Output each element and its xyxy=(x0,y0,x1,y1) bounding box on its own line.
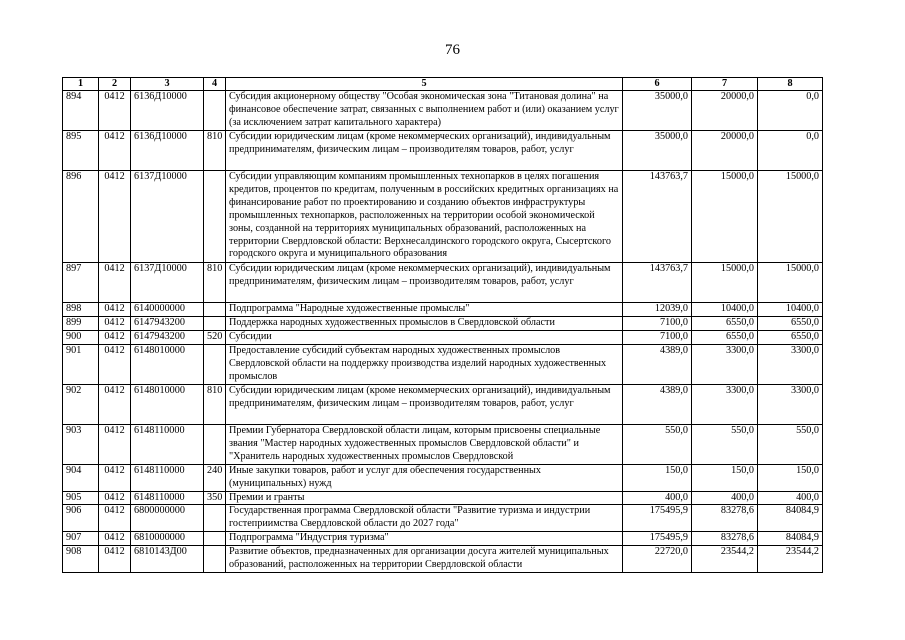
amount-col6: 400,0 xyxy=(623,491,692,505)
expense-type: 350 xyxy=(204,491,226,505)
row-number: 895 xyxy=(63,131,99,171)
row-number: 894 xyxy=(63,91,99,131)
item-name: Поддержка народных художественных промыслов в Свердловской области xyxy=(226,316,623,330)
target-code: 6148110000 xyxy=(131,491,204,505)
target-code: 6810143Д00 xyxy=(131,546,204,573)
row-number: 898 xyxy=(63,303,99,317)
item-name: Субсидии юридическим лицам (кроме некоммерческих организаций), индивидуальным предпринимателям, физическим лицам – производителям товаров, работ, услуг xyxy=(226,131,623,171)
section-code: 0412 xyxy=(99,344,131,384)
table-row xyxy=(63,316,823,330)
amount-col8: 3300,0 xyxy=(758,384,823,424)
expense-type xyxy=(204,505,226,532)
header-cell: 4 xyxy=(204,78,226,91)
amount-col8: 84084,9 xyxy=(758,505,823,532)
item-name: Премии и гранты xyxy=(226,491,623,505)
amount-col8: 150,0 xyxy=(758,464,823,491)
table-row xyxy=(63,532,823,546)
table-row xyxy=(63,344,823,384)
amount-col7: 150,0 xyxy=(692,464,758,491)
amount-col8: 0,0 xyxy=(758,91,823,131)
amount-col6: 12039,0 xyxy=(623,303,692,317)
expense-type xyxy=(204,532,226,546)
amount-col7: 6550,0 xyxy=(692,330,758,344)
row-number: 896 xyxy=(63,171,99,263)
table-row xyxy=(63,263,823,303)
row-number: 900 xyxy=(63,330,99,344)
section-code: 0412 xyxy=(99,532,131,546)
amount-col8: 10400,0 xyxy=(758,303,823,317)
expense-type: 810 xyxy=(204,131,226,171)
amount-col6: 35000,0 xyxy=(623,91,692,131)
header-cell: 1 xyxy=(63,78,99,91)
item-name: Государственная программа Свердловской области "Развитие туризма и индустрии гостеприимства Свердловской области до 2027 года" xyxy=(226,505,623,532)
target-code: 6137Д10000 xyxy=(131,263,204,303)
amount-col6: 4389,0 xyxy=(623,344,692,384)
item-name: Подпрограмма "Индустрия туризма" xyxy=(226,532,623,546)
target-code: 6800000000 xyxy=(131,505,204,532)
amount-col7: 20000,0 xyxy=(692,91,758,131)
item-name: Субсидии юридическим лицам (кроме некоммерческих организаций), индивидуальным предпринимателям, физическим лицам – производителям товаров, работ, услуг xyxy=(226,384,623,424)
header-cell: 3 xyxy=(131,78,204,91)
amount-col6: 7100,0 xyxy=(623,330,692,344)
table-row xyxy=(63,491,823,505)
table-row xyxy=(63,303,823,317)
amount-col6: 22720,0 xyxy=(623,546,692,573)
header-cell: 5 xyxy=(226,78,623,91)
header-cell: 2 xyxy=(99,78,131,91)
amount-col6: 143763,7 xyxy=(623,263,692,303)
header-cell: 8 xyxy=(758,78,823,91)
expense-type xyxy=(204,303,226,317)
target-code: 6147943200 xyxy=(131,316,204,330)
amount-col7: 400,0 xyxy=(692,491,758,505)
item-name: Подпрограмма "Народные художественные промыслы" xyxy=(226,303,623,317)
expense-type: 810 xyxy=(204,263,226,303)
row-number: 908 xyxy=(63,546,99,573)
table-row xyxy=(63,384,823,424)
amount-col7: 83278,6 xyxy=(692,505,758,532)
section-code: 0412 xyxy=(99,330,131,344)
header-cell: 6 xyxy=(623,78,692,91)
amount-col6: 143763,7 xyxy=(623,171,692,263)
amount-col6: 35000,0 xyxy=(623,131,692,171)
amount-col6: 7100,0 xyxy=(623,316,692,330)
header-cell: 7 xyxy=(692,78,758,91)
section-code: 0412 xyxy=(99,546,131,573)
amount-col8: 400,0 xyxy=(758,491,823,505)
section-code: 0412 xyxy=(99,131,131,171)
row-number: 902 xyxy=(63,384,99,424)
item-name: Субсидии управляющим компаниям промышленных технопарков в целях погашения кредитов, процентов по кредитам, полученным в российских кредитных организациях на финансирование работ по проектированию и созданию объектов инфраструктуры промышленных технопарков, расположенных на территории особой экономической зоны, созданной на территориях муниципальных образований, расположенных на территории Свердловской области: Верхнесалдинского городского округа, Сысертского городского округа и муниципального образования xyxy=(226,171,623,263)
target-code: 6810000000 xyxy=(131,532,204,546)
item-name: Субсидия акционерному обществу "Особая экономическая зона "Титановая долина" на финансовое обеспечение затрат, связанных с выполнением работ и (или) оказанием услуг (за исключением затрат капитального характера) xyxy=(226,91,623,131)
target-code: 6148010000 xyxy=(131,384,204,424)
expense-type xyxy=(204,316,226,330)
amount-col8: 6550,0 xyxy=(758,330,823,344)
item-name: Развитие объектов, предназначенных для организации досуга жителей муниципальных образований, расположенных на территории Свердловской области xyxy=(226,546,623,573)
table-row xyxy=(63,171,823,263)
target-code: 6148010000 xyxy=(131,344,204,384)
amount-col7: 20000,0 xyxy=(692,131,758,171)
row-number: 901 xyxy=(63,344,99,384)
section-code: 0412 xyxy=(99,316,131,330)
amount-col8: 23544,2 xyxy=(758,546,823,573)
expense-type xyxy=(204,344,226,384)
amount-col6: 175495,9 xyxy=(623,505,692,532)
section-code: 0412 xyxy=(99,464,131,491)
expense-type xyxy=(204,171,226,263)
expense-type xyxy=(204,91,226,131)
amount-col8: 6550,0 xyxy=(758,316,823,330)
section-code: 0412 xyxy=(99,424,131,464)
item-name: Иные закупки товаров, работ и услуг для обеспечения государственных (муниципальных) нужд xyxy=(226,464,623,491)
amount-col7: 15000,0 xyxy=(692,171,758,263)
amount-col7: 15000,0 xyxy=(692,263,758,303)
table-row xyxy=(63,505,823,532)
target-code: 6140000000 xyxy=(131,303,204,317)
section-code: 0412 xyxy=(99,91,131,131)
row-number: 899 xyxy=(63,316,99,330)
amount-col7: 3300,0 xyxy=(692,384,758,424)
row-number: 907 xyxy=(63,532,99,546)
amount-col7: 83278,6 xyxy=(692,532,758,546)
table-row xyxy=(63,131,823,171)
amount-col6: 175495,9 xyxy=(623,532,692,546)
expense-type: 810 xyxy=(204,384,226,424)
amount-col8: 3300,0 xyxy=(758,344,823,384)
amount-col8: 84084,9 xyxy=(758,532,823,546)
section-code: 0412 xyxy=(99,171,131,263)
expense-type: 520 xyxy=(204,330,226,344)
target-code: 6148110000 xyxy=(131,424,204,464)
table-row xyxy=(63,546,823,573)
expense-type xyxy=(204,424,226,464)
item-name: Субсидии юридическим лицам (кроме некоммерческих организаций), индивидуальным предпринимателям, физическим лицам – производителям товаров, работ, услуг xyxy=(226,263,623,303)
amount-col8: 0,0 xyxy=(758,131,823,171)
page-number: 76 xyxy=(445,42,460,58)
table-row xyxy=(63,424,823,464)
section-code: 0412 xyxy=(99,303,131,317)
table-row xyxy=(63,330,823,344)
item-name: Предоставление субсидий субъектам народных художественных промыслов Свердловской области на поддержку производства изделий народных художественных промыслов xyxy=(226,344,623,384)
expense-type: 240 xyxy=(204,464,226,491)
budget-table xyxy=(62,77,823,573)
item-name: Премии Губернатора Свердловской области лицам, которым присвоены специальные звания "Мастер народных художественных промыслов Свердловской области" и "Хранитель народных художественных промыслов Свердловской xyxy=(226,424,623,464)
table-header-row xyxy=(63,78,823,91)
row-number: 905 xyxy=(63,491,99,505)
section-code: 0412 xyxy=(99,384,131,424)
row-number: 904 xyxy=(63,464,99,491)
amount-col8: 550,0 xyxy=(758,424,823,464)
amount-col8: 15000,0 xyxy=(758,171,823,263)
section-code: 0412 xyxy=(99,263,131,303)
amount-col7: 3300,0 xyxy=(692,344,758,384)
amount-col7: 10400,0 xyxy=(692,303,758,317)
target-code: 6148110000 xyxy=(131,464,204,491)
table-row xyxy=(63,91,823,131)
amount-col6: 150,0 xyxy=(623,464,692,491)
item-name: Субсидии xyxy=(226,330,623,344)
target-code: 6137Д10000 xyxy=(131,171,204,263)
target-code: 6136Д10000 xyxy=(131,91,204,131)
row-number: 903 xyxy=(63,424,99,464)
row-number: 897 xyxy=(63,263,99,303)
amount-col7: 6550,0 xyxy=(692,316,758,330)
target-code: 6136Д10000 xyxy=(131,131,204,171)
amount-col7: 23544,2 xyxy=(692,546,758,573)
expense-type xyxy=(204,546,226,573)
amount-col8: 15000,0 xyxy=(758,263,823,303)
amount-col6: 4389,0 xyxy=(623,384,692,424)
table-row xyxy=(63,464,823,491)
section-code: 0412 xyxy=(99,505,131,532)
row-number: 906 xyxy=(63,505,99,532)
amount-col6: 550,0 xyxy=(623,424,692,464)
amount-col7: 550,0 xyxy=(692,424,758,464)
target-code: 6147943200 xyxy=(131,330,204,344)
section-code: 0412 xyxy=(99,491,131,505)
